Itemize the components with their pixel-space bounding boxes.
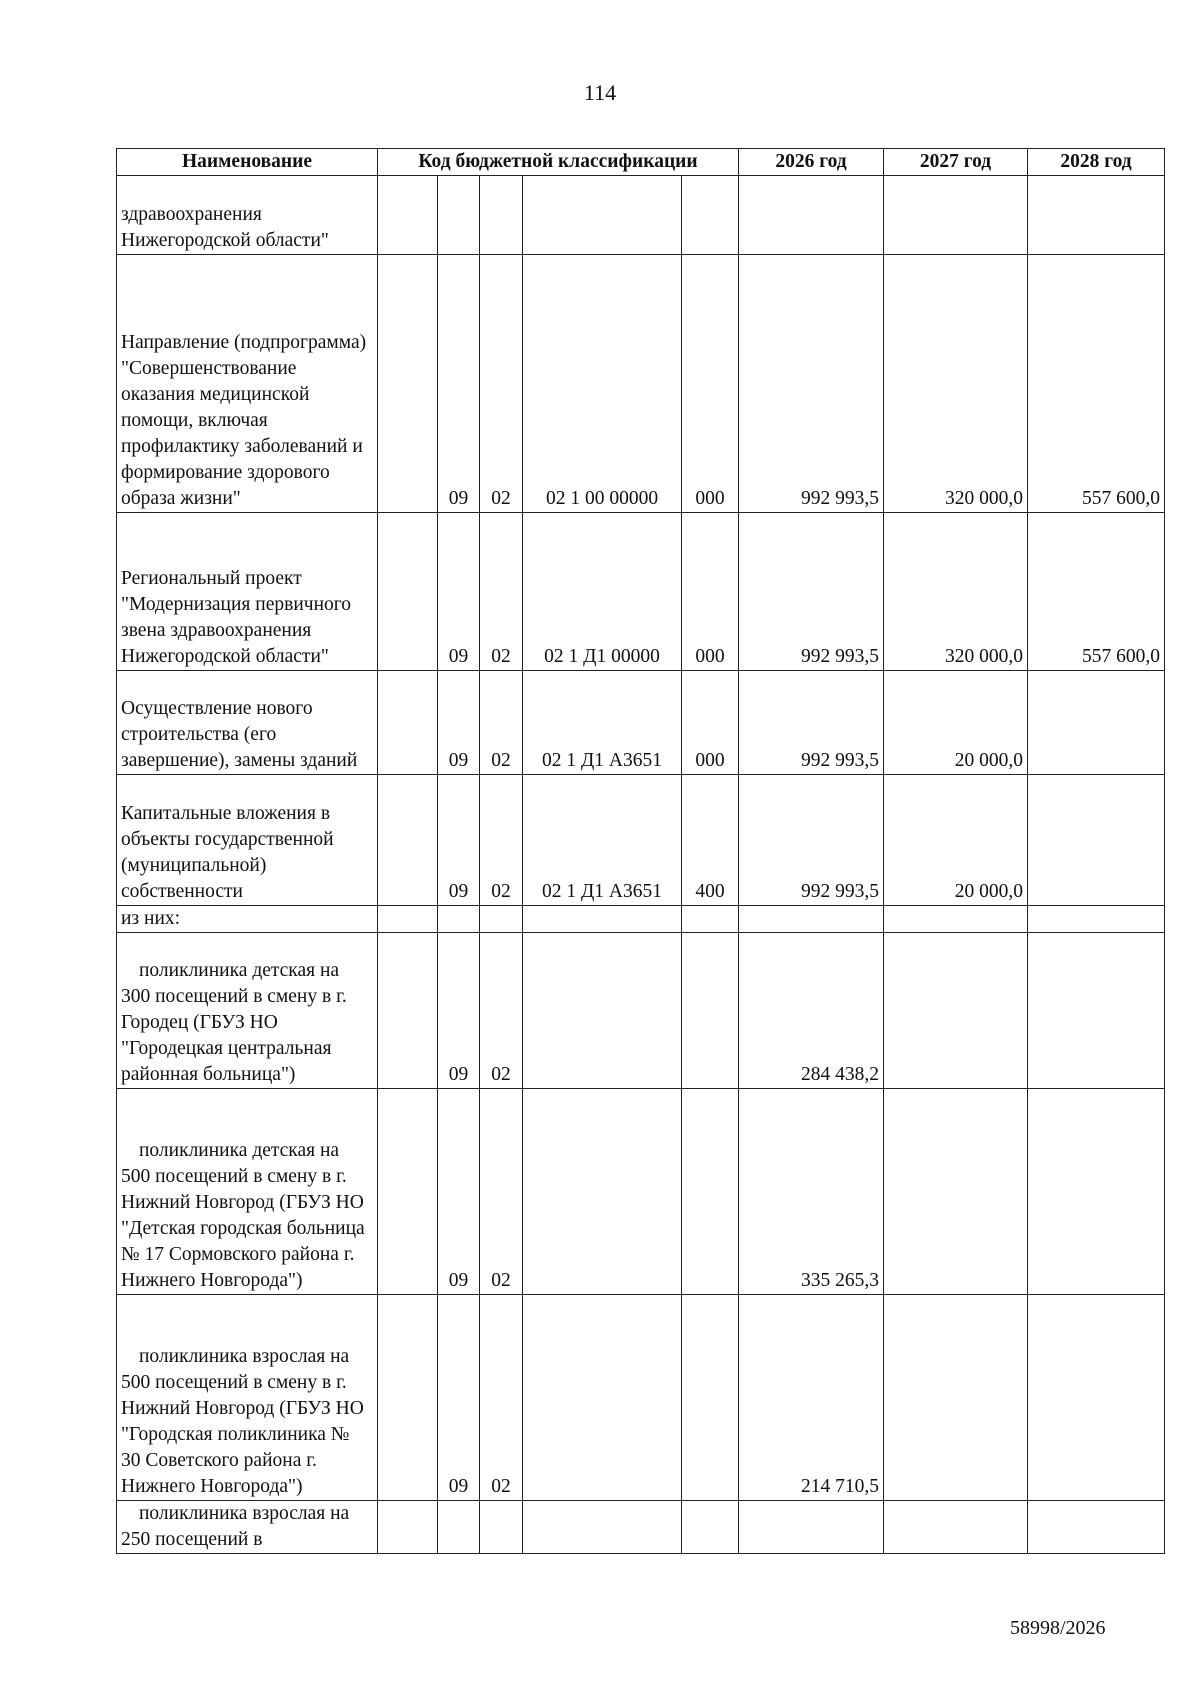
code-cell bbox=[378, 671, 438, 775]
row-name: поликлиника детская на 500 посещений в смену в г. Нижний Новгород (ГБУЗ НО "Детская городская больница № 17 Сормовского района г. Нижнего Новгорода") bbox=[117, 1089, 378, 1295]
code-cell bbox=[480, 1501, 523, 1554]
table-row bbox=[117, 1089, 1165, 1295]
table-row bbox=[117, 1295, 1165, 1501]
code-cell bbox=[682, 1295, 739, 1501]
value-2026: 992 993,5 bbox=[739, 671, 884, 775]
value-2026: 335 265,3 bbox=[739, 1089, 884, 1295]
code-cell: 09 bbox=[438, 255, 480, 513]
table-row bbox=[117, 1501, 1165, 1554]
value-2026 bbox=[739, 906, 884, 933]
value-2027: 320 000,0 bbox=[884, 513, 1028, 671]
value-2028 bbox=[1028, 1295, 1165, 1501]
code-cell: 02 bbox=[480, 1089, 523, 1295]
code-cell: 02 bbox=[480, 671, 523, 775]
code-cell: 02 bbox=[480, 775, 523, 906]
header-2028: 2028 год bbox=[1028, 149, 1165, 176]
table-header-row bbox=[117, 149, 1165, 176]
value-2028 bbox=[1028, 906, 1165, 933]
row-name: здравоохранения Нижегородской области" bbox=[117, 176, 378, 255]
code-cell: 09 bbox=[438, 1089, 480, 1295]
code-cell bbox=[523, 1089, 682, 1295]
value-2027 bbox=[884, 1295, 1028, 1501]
value-2027 bbox=[884, 176, 1028, 255]
value-2027 bbox=[884, 906, 1028, 933]
code-cell: 02 bbox=[480, 933, 523, 1089]
value-2027: 320 000,0 bbox=[884, 255, 1028, 513]
header-2027: 2027 год bbox=[884, 149, 1028, 176]
value-2026: 992 993,5 bbox=[739, 255, 884, 513]
header-name: Наименование bbox=[117, 149, 378, 176]
code-cell: 09 bbox=[438, 513, 480, 671]
code-cell bbox=[682, 1501, 739, 1554]
value-2026 bbox=[739, 176, 884, 255]
row-name: поликлиника взрослая на 500 посещений в смену в г. Нижний Новгород (ГБУЗ НО "Городская поликлиника № 30 Советского района г. Нижнего Новгорода") bbox=[117, 1295, 378, 1501]
code-cell bbox=[523, 933, 682, 1089]
code-cell: 000 bbox=[682, 671, 739, 775]
table-row bbox=[117, 775, 1165, 906]
value-2028 bbox=[1028, 671, 1165, 775]
code-cell: 09 bbox=[438, 775, 480, 906]
value-2027: 20 000,0 bbox=[884, 671, 1028, 775]
code-cell bbox=[378, 775, 438, 906]
value-2026: 284 438,2 bbox=[739, 933, 884, 1089]
code-cell bbox=[378, 1295, 438, 1501]
value-2028 bbox=[1028, 1089, 1165, 1295]
code-cell: 400 bbox=[682, 775, 739, 906]
code-cell: 02 bbox=[480, 255, 523, 513]
table-row bbox=[117, 176, 1165, 255]
code-cell bbox=[523, 906, 682, 933]
page-number: 114 bbox=[583, 80, 617, 105]
row-name: поликлиника детская на 300 посещений в смену в г. Городец (ГБУЗ НО "Городецкая центральная районная больница") bbox=[117, 933, 378, 1089]
code-cell bbox=[378, 255, 438, 513]
row-name: Капитальные вложения в объекты государственной (муниципальной) собственности bbox=[117, 775, 378, 906]
code-cell bbox=[682, 906, 739, 933]
code-cell bbox=[480, 176, 523, 255]
code-cell bbox=[378, 1089, 438, 1295]
code-cell bbox=[438, 176, 480, 255]
code-cell: 02 1 Д1 00000 bbox=[523, 513, 682, 671]
code-cell bbox=[378, 906, 438, 933]
code-cell: 02 bbox=[480, 513, 523, 671]
code-cell: 09 bbox=[438, 933, 480, 1089]
code-cell bbox=[378, 176, 438, 255]
value-2028 bbox=[1028, 775, 1165, 906]
value-2027: 20 000,0 bbox=[884, 775, 1028, 906]
value-2026: 214 710,5 bbox=[739, 1295, 884, 1501]
value-2026: 992 993,5 bbox=[739, 775, 884, 906]
row-name: поликлиника взрослая на 250 посещений в bbox=[117, 1501, 378, 1554]
document-id: 58998/2026 bbox=[1010, 1617, 1106, 1639]
value-2028: 557 600,0 bbox=[1028, 513, 1165, 671]
value-2027 bbox=[884, 1089, 1028, 1295]
code-cell bbox=[438, 1501, 480, 1554]
row-name: Направление (подпрограмма) "Совершенствование оказания медицинской помощи, включая профилактику заболеваний и формирование здорового образа жизни" bbox=[117, 255, 378, 513]
code-cell bbox=[523, 1501, 682, 1554]
code-cell: 02 1 Д1 А3651 bbox=[523, 671, 682, 775]
value-2027 bbox=[884, 933, 1028, 1089]
value-2028: 557 600,0 bbox=[1028, 255, 1165, 513]
header-code: Код бюджетной классификации bbox=[378, 149, 739, 176]
code-cell bbox=[378, 1501, 438, 1554]
code-cell bbox=[682, 176, 739, 255]
code-cell bbox=[480, 906, 523, 933]
table-row bbox=[117, 513, 1165, 671]
code-cell: 000 bbox=[682, 255, 739, 513]
value-2026: 992 993,5 bbox=[739, 513, 884, 671]
code-cell: 02 1 Д1 А3651 bbox=[523, 775, 682, 906]
code-cell bbox=[682, 1089, 739, 1295]
code-cell bbox=[523, 1295, 682, 1501]
table-row bbox=[117, 906, 1165, 933]
code-cell bbox=[438, 906, 480, 933]
header-2026: 2026 год bbox=[739, 149, 884, 176]
code-cell: 02 1 00 00000 bbox=[523, 255, 682, 513]
value-2027 bbox=[884, 1501, 1028, 1554]
row-name: из них: bbox=[117, 906, 378, 933]
code-cell bbox=[378, 933, 438, 1089]
table-row bbox=[117, 933, 1165, 1089]
code-cell: 02 bbox=[480, 1295, 523, 1501]
code-cell: 000 bbox=[682, 513, 739, 671]
code-cell bbox=[523, 176, 682, 255]
code-cell bbox=[378, 513, 438, 671]
table-row bbox=[117, 671, 1165, 775]
value-2028 bbox=[1028, 933, 1165, 1089]
budget-table bbox=[116, 148, 1165, 1554]
value-2028 bbox=[1028, 1501, 1165, 1554]
value-2028 bbox=[1028, 176, 1165, 255]
code-cell: 09 bbox=[438, 671, 480, 775]
row-name: Региональный проект "Модернизация первичного звена здравоохранения Нижегородской области" bbox=[117, 513, 378, 671]
row-name: Осуществление нового строительства (его завершение), замены зданий bbox=[117, 671, 378, 775]
code-cell bbox=[682, 933, 739, 1089]
table-row bbox=[117, 255, 1165, 513]
code-cell: 09 bbox=[438, 1295, 480, 1501]
value-2026 bbox=[739, 1501, 884, 1554]
